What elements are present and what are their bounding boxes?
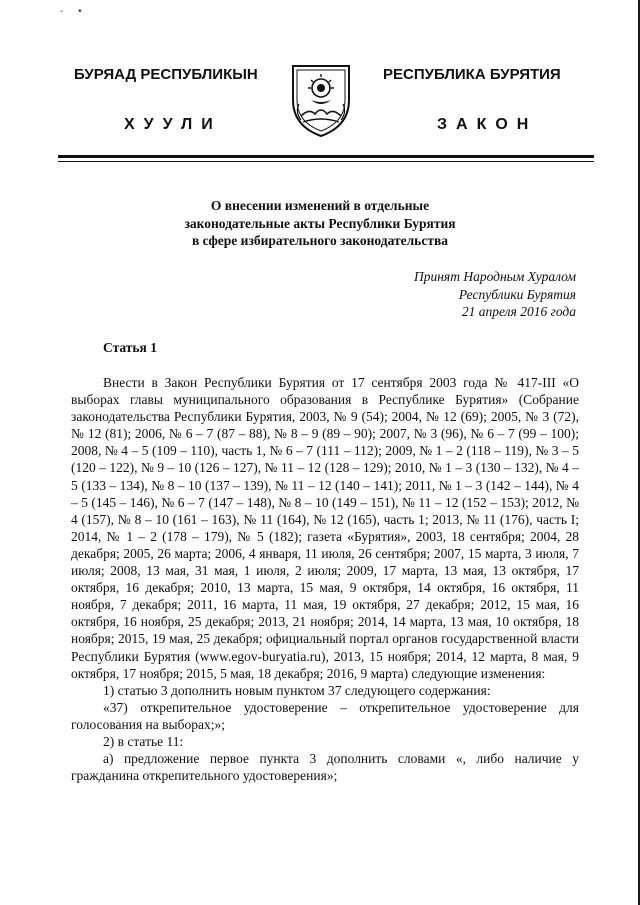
body-paragraph: 2) в статье 11: (103, 733, 184, 749)
header-right-doc-type: ЗАКОН (437, 116, 538, 133)
law-title (120, 197, 520, 250)
header-right-title: РЕСПУБЛИКА БУРЯТИЯ (383, 66, 561, 83)
body-paragraph: «37) открепительное удостоверение – открепительное удостоверение для голосования на выборах;»; (71, 699, 579, 732)
adoption-line: Республики Бурятия (458, 286, 576, 302)
body-paragraph: 1) статью 3 дополнить новым пунктом 37 следующего содержания: (103, 682, 491, 698)
coat-of-arms-icon (289, 60, 353, 140)
header-left-doc-type: ХУУЛИ (124, 116, 222, 133)
law-title-line: О внесении изменений в отдельные (210, 198, 430, 213)
header-left-title: БУРЯАД РЕСПУБЛИКЫН (74, 66, 258, 83)
law-title-line: в сфере избирательного законодательства (191, 233, 448, 248)
scan-marks: - • (60, 6, 88, 17)
body-paragraph: а) предложение первое пункта 3 дополнить словами «, либо наличие у гражданина открепительного удостоверения»; (71, 751, 579, 784)
law-title-line: законодательные акты Республики Бурятия (184, 215, 456, 231)
adoption-note (414, 268, 576, 321)
adoption-line: Принят Народным Хуралом (413, 269, 576, 284)
article-body (71, 374, 579, 784)
article-heading: Статья 1 (103, 340, 157, 355)
header-rule-thick (58, 155, 594, 158)
body-paragraph: Внести в Закон Республики Бурятия от 17 сентября 2003 года № 417-III «О выборах главы муниципального образования в Республике Бурятия» (Собрание законодательства Республики Бурятия, 2003, № 9 (54); 2004, № 12 (69); 2005, № 3 (72), № 12 (81); 2006, № 6 – 7 (87 – 88), № 8 – 9 (89 – 90); 2007, № 3 (96), № 6 – 7 (99 – 100); 2008, № 4 – 5 (109 – 110), часть 1, № 6 – 7 (111 – 112); 2009, № 1 – 2 (118 – 119), № 3 – 5 (120 – 122), № 9 – 10 (126 – 127), № 11 – 12 (128 – 129); 2010, № 1 – 3 (130 – 132), № 4 – 5 (133 – 134), № 8 – 10 (137 – 139), № 11 – 12 (140 – 141); 2011, № 1 – 3 (142 – 144), № 4 – 5 (145 – 146), № 6 – 7 (147 – 148), № 8 – 10 (149 – 151), № 11 – 12 (152 – 153); 2012, № 4 (157), № 8 – 10 (161 – 163), № 11 (164), № 12 (165), часть 1; 2013, № 11 (176), часть I; 2014, № 1 – 2 (178 – 179), № 5 (182); газета «Бурятия», 2003, 18 сентября; 2004, 28 декабря; 2005, 26 марта; 2006, 4 января, 11 июля, 26 сентября; 2007, 15 марта, 3 июля, 7 июля; 2008, 13 мая, 31 мая, 1 июля, 2 июля; 2009, 17 марта, 13 мая, 13 октября, 17 октября, 16 декабря; 2010, 13 марта, 15 мая, 9 октября, 14 октября, 16 октября, 11 ноября, 7 декабря; 2011, 16 марта, 11 мая, 19 октября, 27 декабря; 2012, 15 мая, 16 октября, 16 ноября, 25 декабря; 2013, 21 ноября; 2014, 14 марта, 13 мая, 10 октября, 18 ноября; 2015, 19 мая, 25 декабря; официальный портал органов государственной власти Республики Бурятия (www.egov-buryatia.ru), 2013, 15 ноября; 2014, 12 марта, 8 мая, 9 октября, 17 ноября; 2015, 5 мая, 18 декабря; 2016, 9 марта) следующие изменения: (71, 375, 579, 681)
header-rule-thin (58, 161, 594, 162)
adoption-date: 21 апреля 2016 года (461, 304, 576, 319)
